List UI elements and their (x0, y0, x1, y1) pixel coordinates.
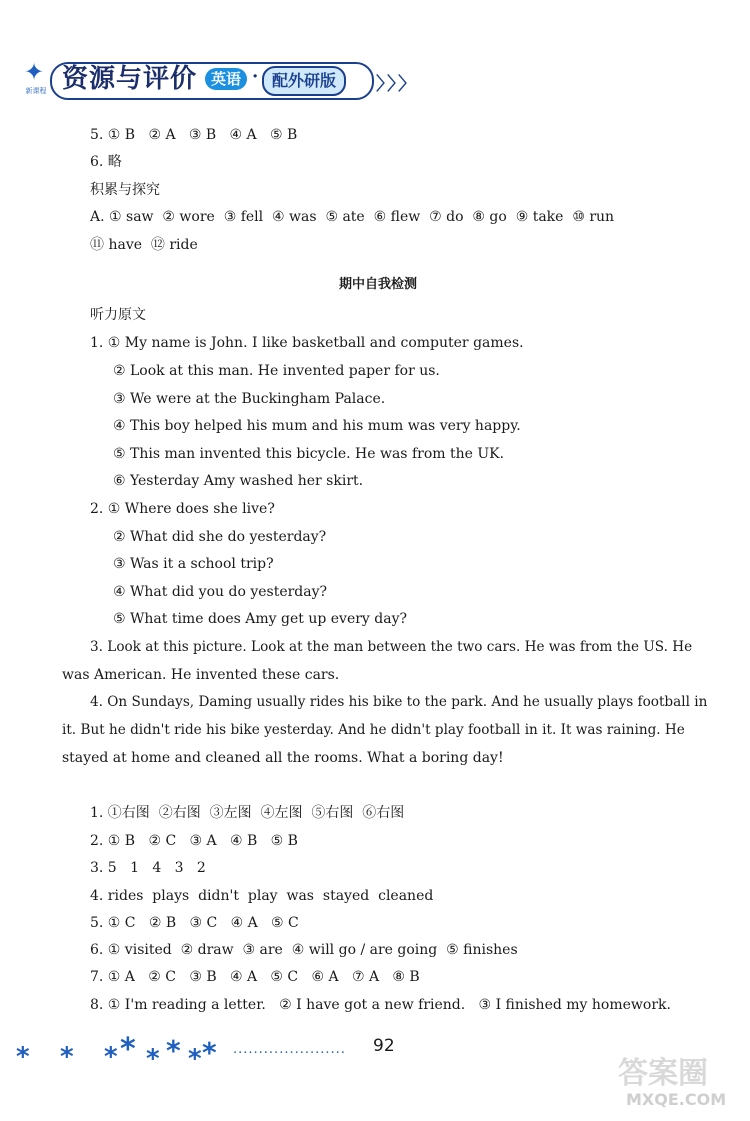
star-icon: * (166, 1034, 181, 1067)
star-icon: * (16, 1042, 30, 1072)
star-icon: * (188, 1044, 202, 1074)
answer-line: 1. ①右图 ②右图 ③左图 ④左图 ⑤右图 ⑥右图 (90, 805, 405, 821)
footer-leader-dots: ...................... (233, 1042, 346, 1057)
watermark-url: MXQE.COM (626, 1090, 727, 1109)
transcript-line: ⑤ What time does Amy get up every day? (113, 611, 408, 627)
section-label: 积累与探究 (90, 182, 160, 198)
answer-line: A. ① saw ② wore ③ fell ④ was ⑤ ate ⑥ flew ⑦ do ⑧ go ⑨ take ⑩ run (90, 209, 615, 225)
page-number: 92 (373, 1036, 395, 1056)
transcript-line: was American. He invented these cars. (62, 667, 340, 683)
answer-line: 2. ① B ② C ③ A ④ B ⑤ B (90, 833, 298, 849)
transcript-line: 3. Look at this picture. Look at the man between the two cars. He was from the US. He (90, 639, 693, 655)
answer-line: ⑪ have ⑫ ride (90, 237, 198, 253)
listening-heading: 听力原文 (90, 307, 146, 323)
transcript-line: 1. ① My name is John. I like basketball and computer games. (90, 335, 524, 351)
transcript-line: ③ We were at the Buckingham Palace. (113, 391, 386, 407)
answer-line: 6. ① visited ② draw ③ are ④ will go / are going ⑤ finishes (90, 942, 518, 958)
transcript-line: ④ What did you do yesterday? (113, 584, 328, 600)
star-icon: * (104, 1042, 118, 1072)
transcript-line: ② Look at this man. He invented paper for us. (113, 363, 440, 379)
title-separator: · (252, 66, 259, 87)
star-icon: * (202, 1036, 217, 1069)
chevron-right-icon: 〉〉〉 (376, 74, 418, 95)
section-title: 期中自我检测 (339, 277, 418, 292)
transcript-line: ⑤ This man invented this bicycle. He was from the UK. (113, 446, 505, 462)
star-logo-icon: ✦ (24, 58, 45, 86)
transcript-line: ② What did she do yesterday? (113, 529, 327, 545)
answer-line: 4. rides plays didn't play was stayed cleaned (90, 888, 434, 904)
star-icon: * (60, 1042, 74, 1072)
transcript-line: 2. ① Where does she live? (90, 501, 275, 517)
transcript-line: ③ Was it a school trip? (113, 556, 274, 572)
logo-text: 新课程 (25, 87, 47, 95)
star-icon: * (120, 1032, 136, 1067)
answer-line: 5. ① B ② A ③ B ④ A ⑤ B (90, 127, 298, 143)
transcript-line: ④ This boy helped his mum and his mum was very happy. (113, 418, 521, 434)
star-icon: * (146, 1044, 160, 1074)
book-title: 资源与评价 (62, 64, 198, 94)
edition-badge: 配外研版 (262, 66, 346, 96)
watermark-logo: 答案圈 (618, 1056, 708, 1091)
answer-line: 6. 略 (90, 154, 122, 170)
transcript-line: it. But he didn't ride his bike yesterday. And he didn't play football in it. It was raining. He (62, 722, 685, 738)
answer-line: 3. 5 1 4 3 2 (90, 860, 206, 876)
transcript-line: ⑥ Yesterday Amy washed her skirt. (113, 473, 364, 489)
answer-line: 8. ① I'm reading a letter. ② I have got a new friend. ③ I finished my homework. (90, 997, 671, 1013)
subject-badge: 英语 (205, 68, 247, 90)
page-header (0, 0, 750, 110)
transcript-line: 4. On Sundays, Daming usually rides his bike to the park. And he usually plays football in (90, 694, 708, 710)
answer-line: 7. ① A ② C ③ B ④ A ⑤ C ⑥ A ⑦ A ⑧ B (90, 969, 420, 985)
answer-line: 5. ① C ② B ③ C ④ A ⑤ C (90, 915, 299, 931)
transcript-line: stayed at home and cleaned all the rooms. What a boring day! (62, 750, 504, 766)
